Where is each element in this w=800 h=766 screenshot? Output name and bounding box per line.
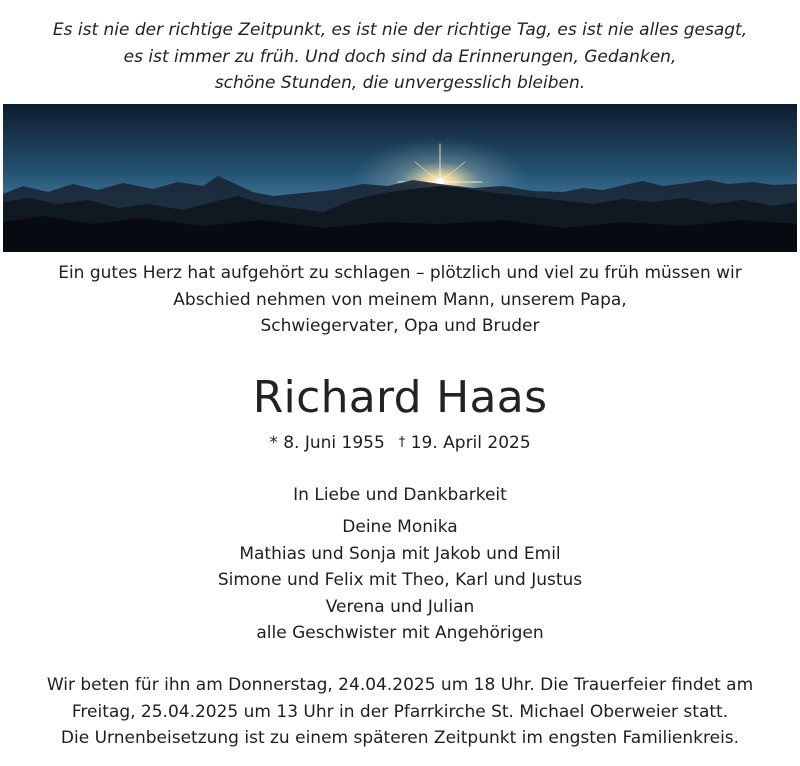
opening-quote — [0, 17, 800, 97]
quote-line: es ist immer zu früh. Und doch sind da Erinnerungen, Gedanken, — [123, 46, 677, 67]
thanks-line: In Liebe und Dankbarkeit — [293, 485, 507, 505]
service-line: Die Urnenbeisetzung ist zu einem späteren Zeitpunkt im engsten Familienkreis. — [60, 728, 740, 748]
birth-date: * 8. Juni 1955 — [269, 433, 385, 453]
death-cross-symbol: † — [398, 435, 406, 450]
mourner-line: Simone und Felix mit Theo, Karl und Justus — [217, 570, 583, 590]
mourner-line: Verena und Julian — [325, 596, 475, 617]
intro-line: Ein gutes Herz hat aufgehört zu schlagen – plötzlich und viel zu früh müssen wir — [58, 263, 742, 283]
death-date: 19. April 2025 — [410, 433, 531, 453]
life-dates — [0, 430, 800, 456]
mourner-line: alle Geschwister mit Angehörigen — [256, 623, 544, 643]
mourner-line: Deine Monika — [342, 517, 458, 537]
mountain-sunrise-image — [3, 104, 797, 252]
intro-line: Schwiegervater, Opa und Bruder — [260, 316, 540, 336]
mourner-line: Mathias und Sonja mit Jakob und Emil — [239, 543, 561, 564]
intro-line: Abschied nehmen von meinem Mann, unserem Papa, — [173, 289, 627, 310]
quote-line: schöne Stunden, die unvergesslich bleiben. — [214, 73, 586, 93]
deceased-name: Richard Haas — [252, 372, 548, 423]
service-line: Wir beten für ihn am Donnerstag, 24.04.2025 um 18 Uhr. Die Trauerfeier findet am — [46, 675, 754, 695]
mourners-list — [0, 514, 800, 647]
intro-text — [0, 260, 800, 340]
service-information — [0, 672, 800, 752]
service-line: Freitag, 25.04.2025 um 13 Uhr in der Pfarrkirche St. Michael Oberweier statt. — [71, 701, 729, 722]
quote-line: Es ist nie der richtige Zeitpunkt, es ist nie der richtige Tag, es ist nie alles gesagt, — [52, 20, 748, 40]
